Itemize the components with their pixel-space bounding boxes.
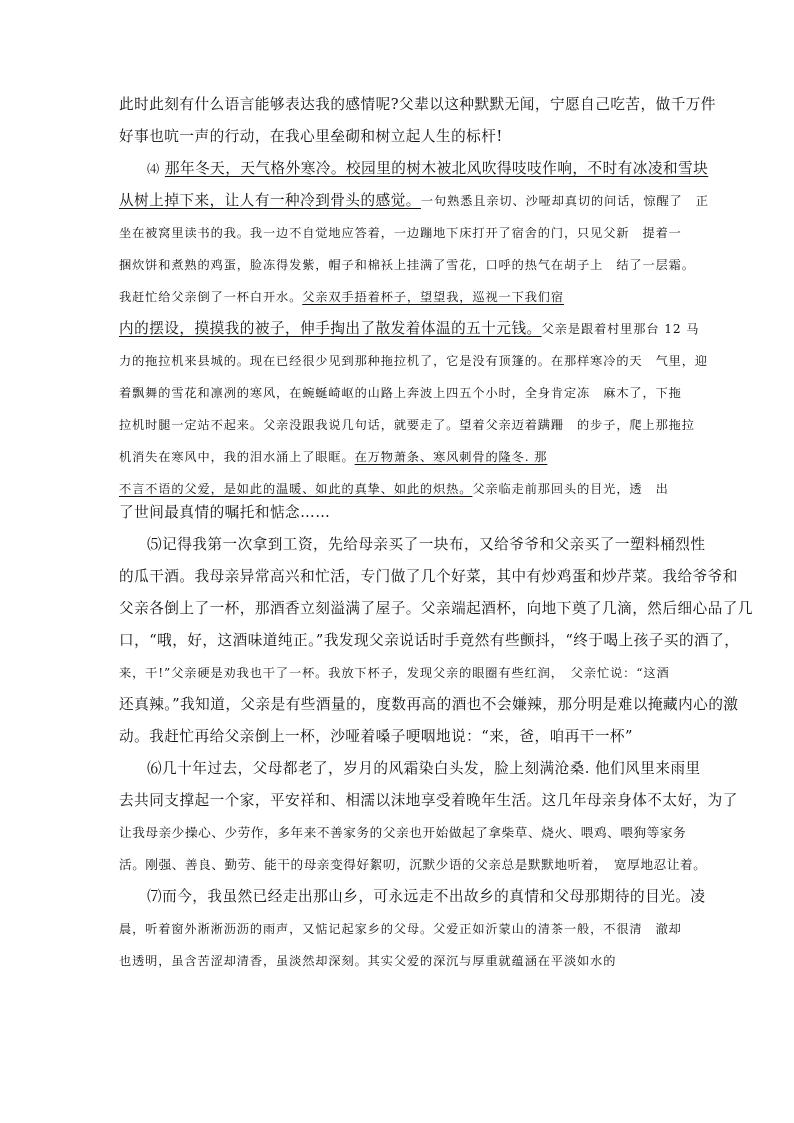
underlined-text: 那年冬天，天气格外寒冷。校园里的树木被北风吹得吱吱作响，不时有冰凌和雪块 [164,160,709,177]
plain-text: 机消失在寒风中，我的泪水涌上了眼眶。 [119,450,355,464]
text-line [119,189,709,213]
text-line: 着飘舞的雪花和凛冽的寒风，在蜿蜒崎岖的山路上奔波上四五个小时，全身肯定冻 麻木了，下拖 [119,386,682,400]
text-line: 动。我赶忙再给父亲倒上一杯，沙哑着嗓子哽咽地说：“来，爸，咱再干一杯” [119,728,634,745]
plain-text: 我赶忙给父亲倒了一杯白开水。 [119,290,303,304]
text-line: 父亲各倒上了一杯，那酒香立刻溢满了屋子。父亲端起酒杯，向地下奠了几滴，然后细心品了几 [119,600,753,617]
text-line [119,157,709,181]
underlined-text: 父亲双手捂着杯子，望望我，巡视一下我们宿 [302,290,564,304]
article-body [119,93,753,973]
text-line: ⑹几十年过去，父母都老了，岁月的风霜染白头发，脸上刻满沧桑. 他们风里来雨里 [147,760,701,777]
text-line: 捆炊饼和煮熟的鸡蛋，脸冻得发紫，帽子和棉袄上挂满了雪花，口呼的热气在胡子上 结了一层霜。 [119,258,695,272]
text-line [119,477,685,501]
plain-text: 一句熟悉且亲切、沙哑却真切的问话，惊醒了 正 [420,194,709,208]
paragraph-7 [119,885,706,973]
text-line: 拉机时腿一定站不起来。父亲没跟我说几句话，就要走了。望着父亲迈着蹒跚 的步子，爬上那拖拉 [119,418,695,432]
text-line: 晨，听着窗外淅淅沥沥的雨声，又惦记起家乡的父母。父爱正如沂蒙山的清茶一般，不很清 澈却 [119,922,682,936]
text-line: ⑺而今，我虽然已经走出那山乡，可永远走不出故乡的真情和父母那期待的目光。凌 [147,888,706,905]
paragraph-6 [119,757,738,877]
text-line: ⑸记得我第一次拿到工资，先给母亲买了一块布，又给爷爷和父亲买了一塑料桶烈性 [147,536,706,553]
text-line: 来，干!”父亲硬是劝我也干了一杯。我放下杯子，发现父亲的眼圈有些红润， 父亲忙说：“这酒 [119,666,670,680]
text-line: 坐在被窝里读书的我。我一边不自觉地应答着，一边蹦地下床打开了宿舍的门，只见父新 提着一 [119,226,682,240]
text-line: 了世间最真情的嘱托和惦念…… [119,504,331,521]
text-line: 也透明，虽含苦涩却清香，虽淡然却深刻。其实父爱的深沉与厚重就蕴涵在平淡如水的 [119,954,617,968]
underlined-text: 不言不语的父爱，是如此的温暖、如此的真挚、如此的炽热。 [119,482,473,496]
text-line: 力的拖拉机来县城的。现在已经很少见到那种拖拉机了，它是没有顶篷的。在那样寒冷的天 气里，迎 [119,354,708,368]
text-line [119,285,685,309]
plain-text: 父亲临走前那回头的目光，透 出 [472,482,669,496]
text-line: 口，“哦，好，这酒味道纯正。”我发现父亲说话时手竟然有些颤抖，“终于喝上孩子买的酒了， [119,632,740,649]
text-line [119,445,685,469]
text-line: 好事也吭一声的行动，在我心里垒砌和树立起人生的标杆! [119,128,503,145]
text-line: 活。刚强、善良、勤劳、能干的母亲变得好絮叨，沉默少语的父亲总是默默地听着， 宽厚地忍让着。 [119,857,707,872]
underlined-text: 从树上掉下来，让人有一种冷到骨头的感觉。 [119,192,421,209]
text-line: 的瓜干酒。我母亲异常高兴和忙活，专门做了几个好菜，其中有炒鸡蛋和炒芹菜。我给爷爷和 [119,568,738,585]
paragraph-4 [119,157,709,525]
text-line [119,317,700,341]
paragraph-5 [119,533,753,749]
text-line: 让我母亲少操心、少劳作，多年来不善家务的父亲也开始做起了拿柴草、烧火、喂鸡、喂狗等家务 [119,825,687,840]
paragraph-continuation [119,93,716,149]
paragraph-number: ⑷ [147,162,161,176]
text-line: 此时此刻有什么语言能够表达我的感情呢?父辈以这种默默无闻，宁愿自己吃苦，做千万件 [119,96,716,113]
text-line: 去共同支撑起一个家，平安祥和、相濡以沫地享受着晚年生活。这几年母亲身体不太好，为了 [119,792,738,809]
underlined-text: 在万物萧条、寒风刺骨的隆冬. 那 [354,450,548,464]
plain-text: 父亲是跟着村里那台 12 马 [541,322,700,336]
text-line: 还真辣。”我知道，父亲是有些酒量的，度数再高的酒也不会嫌辣，那分明是难以掩藏内心的激 [119,696,739,713]
underlined-text: 内的摆设，摸摸我的被子，伸手掏出了散发着体温的五十元钱。 [119,320,542,337]
